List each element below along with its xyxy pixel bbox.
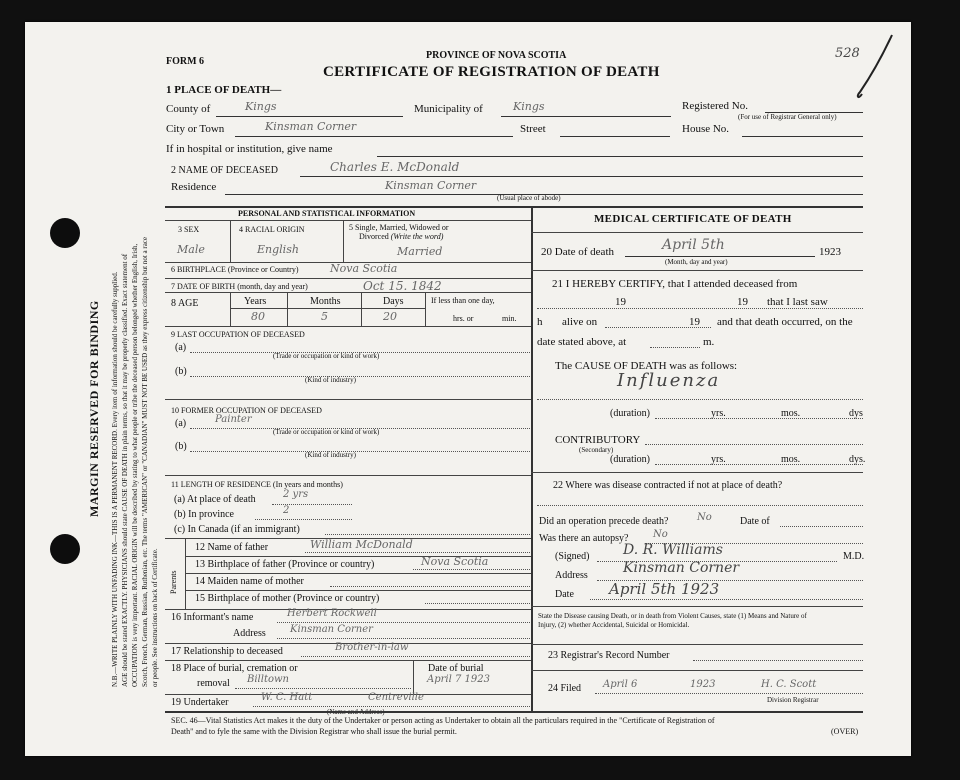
undertaker-address-value: Centreville	[368, 692, 424, 703]
certify-h: h	[537, 316, 543, 328]
undertaker-label: 19 Undertaker	[171, 697, 229, 708]
months-label: Months	[310, 296, 341, 307]
marital-label-1: 5 Single, Married, Widowed or	[349, 223, 449, 232]
cause-duration-label: (duration)	[610, 408, 650, 419]
footer-line-1: SEC. 46—Vital Statistics Act makes it the duty of the Undertaker or person acting as Undertaker to obtain all the particulars required in the "Certificate of Registration of	[171, 716, 715, 725]
undertaker-name-value: W. C. Hatt	[261, 692, 313, 703]
md-label: M.D.	[843, 551, 865, 562]
binding-hole-top	[50, 218, 80, 248]
stamp-number: 528	[835, 46, 860, 61]
city-value: Kinsman Corner	[265, 120, 357, 133]
contributory-duration-mos: mos.	[781, 454, 801, 465]
date-of-death-year: 1923	[819, 246, 841, 258]
last-occupation-b: (b)	[175, 366, 187, 377]
contributory-duration-dys: dys.	[849, 454, 866, 465]
burial-place-label-1: 18 Place of burial, cremation or	[171, 663, 298, 674]
date-of-death-value: April 5th	[662, 237, 725, 253]
certify-last-saw: that I last saw	[767, 296, 828, 308]
informant-name-value: Herbert Rockwell	[287, 608, 377, 619]
medical-date-label: Date	[555, 589, 574, 600]
mother-birthplace-label: 15 Birthplace of mother (Province or country)	[195, 593, 380, 604]
racial-origin-label: 4 RACIAL ORIGIN	[239, 225, 305, 234]
former-occupation-b: (b)	[175, 441, 187, 452]
date-of-death-note: (Month, day and year)	[665, 258, 728, 266]
birthplace-label: 6 BIRTHPLACE (Province or Country)	[171, 265, 299, 274]
last-occupation-label: 9 LAST OCCUPATION OF DECEASED	[171, 330, 305, 339]
relationship-value: Brother-in-law	[335, 642, 409, 653]
cause-duration-dys: dys	[849, 408, 863, 419]
certify-line-1: 21 I HEREBY CERTIFY, that I attended deceased from	[552, 278, 798, 290]
father-name-label: 12 Name of father	[195, 542, 269, 553]
last-occupation-trade-note: (Trade or occupation or kind of work)	[273, 352, 380, 360]
county-value: Kings	[245, 100, 277, 113]
years-label: Years	[244, 296, 267, 307]
registrar-record-label: 23 Registrar's Record Number	[548, 650, 670, 661]
age-label: 8 AGE	[171, 298, 199, 309]
in-province-label: (b) In province	[174, 509, 234, 520]
name-of-deceased-label: 2 NAME OF DECEASED	[171, 165, 278, 176]
operation-label: Did an operation precede death?	[539, 516, 669, 527]
house-no-label: House No.	[682, 123, 730, 135]
parents-side-label: Parents	[169, 570, 178, 594]
violent-note-2: Injury, (2) whether Accidental, Suicidal or Homicidal.	[538, 621, 690, 629]
margin-instructions-2: AGE should be stated EXACTLY. PHYSICIANS should state CAUSE OF DEATH in plain terms, so that it may be properly classified. Exact statement of	[121, 253, 129, 687]
city-label: City or Town	[166, 123, 225, 135]
date-of-death-label: 20 Date of death	[541, 246, 614, 258]
autopsy-label: Was there an autopsy?	[539, 533, 629, 544]
medical-heading: MEDICAL CERTIFICATE OF DEATH	[594, 213, 792, 225]
father-birthplace-value: Nova Scotia	[421, 555, 489, 568]
registrar-name-value: H. C. Scott	[761, 679, 817, 690]
hospital-label: If in hospital or institution, give name	[166, 143, 333, 155]
dob-value: Oct 15. 1842	[363, 279, 442, 293]
residence-value: Kinsman Corner	[385, 179, 477, 192]
operation-date-label: Date of	[740, 516, 770, 527]
father-name-value: William McDonald	[310, 538, 413, 551]
certify-death-occurred: and that death occurred, on the	[717, 316, 853, 328]
in-canada-label: (c) In Canada (if an immigrant)	[174, 524, 300, 535]
residence-length-heading: 11 LENGTH OF RESIDENCE (In years and months)	[171, 480, 343, 489]
former-occupation-industry-note: (Kind of industry)	[305, 451, 356, 459]
informant-name-label: 16 Informant's name	[171, 612, 254, 623]
province-label: PROVINCE OF NOVA SCOTIA	[426, 50, 567, 61]
medical-date-value: April 5th 1923	[609, 580, 720, 598]
operation-value: No	[697, 512, 712, 523]
certify-19-b: 19	[737, 296, 748, 308]
county-label: County of	[166, 103, 211, 115]
days-value: 20	[383, 310, 397, 323]
registered-no-label: Registered No.	[682, 100, 748, 112]
margin-instructions-5: or people. See instructions on back of Certificate.	[151, 548, 159, 687]
former-occupation-trade-note: (Trade or occupation or kind of work)	[273, 428, 380, 436]
residence-note: (Usual place of abode)	[497, 194, 561, 202]
form-number: FORM 6	[166, 56, 205, 67]
certify-date-stated: date stated above, at	[537, 336, 627, 348]
father-birthplace-label: 13 Birthplace of father (Province or country)	[195, 559, 375, 570]
place-of-death-heading: 1 PLACE OF DEATH—	[166, 84, 282, 96]
certify-m: m.	[703, 336, 715, 348]
former-occupation-label: 10 FORMER OCCUPATION OF DECEASED	[171, 406, 322, 415]
footer-over: (OVER)	[831, 727, 859, 736]
sex-label: 3 SEX	[178, 225, 200, 234]
margin-binding-label: MARGIN RESERVED FOR BINDING	[87, 300, 101, 517]
name-of-deceased-value: Charles E. McDonald	[330, 160, 460, 174]
contributory-duration-label: (duration)	[610, 454, 650, 465]
years-value: 80	[251, 310, 265, 323]
filed-label: 24 Filed	[548, 683, 582, 694]
last-occupation-industry-note: (Kind of industry)	[305, 376, 356, 384]
marital-label-2: Divorced (Write the word)	[359, 232, 444, 241]
violent-note-1: State the Disease causing Death, or in death from Violent Causes, state (1) Means and Nature of	[538, 612, 807, 620]
burial-date-value: April 7 1923	[427, 674, 490, 685]
informant-address-value: Kinsman Corner	[290, 624, 373, 635]
burial-place-label-2: removal	[197, 678, 230, 689]
medical-address-value: Kinsman Corner	[623, 560, 740, 576]
personal-info-heading: PERSONAL AND STATISTICAL INFORMATION	[238, 209, 416, 218]
undertaker-note: (Name and Address)	[327, 708, 385, 716]
margin-instructions-4: Scotch, French, German, Russian, Ruthenian, etc. The terms "AMERICAN" or "CANADIAN" MUST NOT BE USED as they express citizenship but not a race	[141, 236, 149, 687]
certify-alive-on: alive on	[562, 316, 598, 328]
min-label: min.	[502, 314, 517, 323]
last-occupation-a: (a)	[175, 342, 187, 353]
former-occupation-value: Painter	[215, 414, 252, 425]
mother-maiden-name-label: 14 Maiden name of mother	[195, 576, 304, 587]
margin-instructions-1: N.B.—WRITE PLAINLY WITH UNFADING INK—THIS IS A PERMANENT RECORD. Every item of information should be carefully supplied.	[111, 271, 119, 687]
in-province-value: 2	[283, 505, 290, 516]
cause-duration-yrs: yrs.	[711, 408, 726, 419]
former-occupation-a: (a)	[175, 418, 187, 429]
marital-value: Married	[397, 245, 443, 258]
sex-value: Male	[177, 243, 205, 256]
birthplace-value: Nova Scotia	[330, 262, 398, 275]
hrs-label: hrs. or	[453, 314, 474, 323]
less-than-day-label: If less than one day,	[431, 296, 495, 305]
racial-origin-value: English	[257, 243, 299, 256]
filed-value: April 6	[603, 679, 638, 690]
informant-address-label: Address	[233, 628, 266, 639]
cause-of-death-value: Influenza	[617, 370, 721, 391]
months-value: 5	[321, 310, 328, 323]
residence-label: Residence	[171, 181, 217, 193]
margin-instructions-3: OCCUPATION is very important. RACIAL ORIGIN will be described by stating to what people or tribe the deceased person belonged whether English, Irish,	[131, 243, 139, 687]
municipality-label: Municipality of	[414, 103, 483, 115]
certify-19-c: 19	[689, 316, 700, 328]
municipality-value: Kings	[513, 100, 545, 113]
binding-hole-bottom	[50, 534, 80, 564]
burial-place-value: Billtown	[247, 674, 289, 685]
contributory-label: CONTRIBUTORY	[555, 434, 641, 446]
certify-19-a: 19	[615, 296, 626, 308]
at-place-of-death-label: (a) At place of death	[174, 494, 256, 505]
relationship-label: 17 Relationship to deceased	[171, 646, 283, 657]
burial-date-label: Date of burial	[428, 663, 484, 674]
days-label: Days	[383, 296, 404, 307]
autopsy-value: No	[653, 529, 668, 540]
street-label: Street	[520, 123, 546, 135]
certificate-title: CERTIFICATE OF REGISTRATION OF DEATH	[323, 64, 660, 80]
medical-address-label: Address	[555, 570, 588, 581]
contributory-secondary-note: (Secondary)	[579, 446, 614, 454]
at-place-of-death-value: 2 yrs	[283, 489, 309, 500]
filed-year: 1923	[690, 679, 716, 690]
dob-label: 7 DATE OF BIRTH (month, day and year)	[171, 282, 308, 291]
cause-duration-mos: mos.	[781, 408, 801, 419]
pen-stroke-mark	[850, 30, 900, 100]
contracted-label: 22 Where was disease contracted if not at place of death?	[553, 480, 783, 491]
footer-line-2: Death" and to fyle the same with the Division Registrar who shall issue the burial permit.	[171, 727, 457, 736]
contributory-duration-yrs: yrs.	[711, 454, 726, 465]
division-registrar-note: Division Registrar	[767, 696, 819, 704]
certificate-paper	[25, 22, 911, 756]
signed-value: D. R. Williams	[623, 542, 723, 558]
cause-of-death-label: The CAUSE OF DEATH was as follows:	[555, 360, 738, 372]
registered-note: (For use of Registrar General only)	[738, 113, 837, 121]
signed-label: (Signed)	[555, 551, 590, 562]
